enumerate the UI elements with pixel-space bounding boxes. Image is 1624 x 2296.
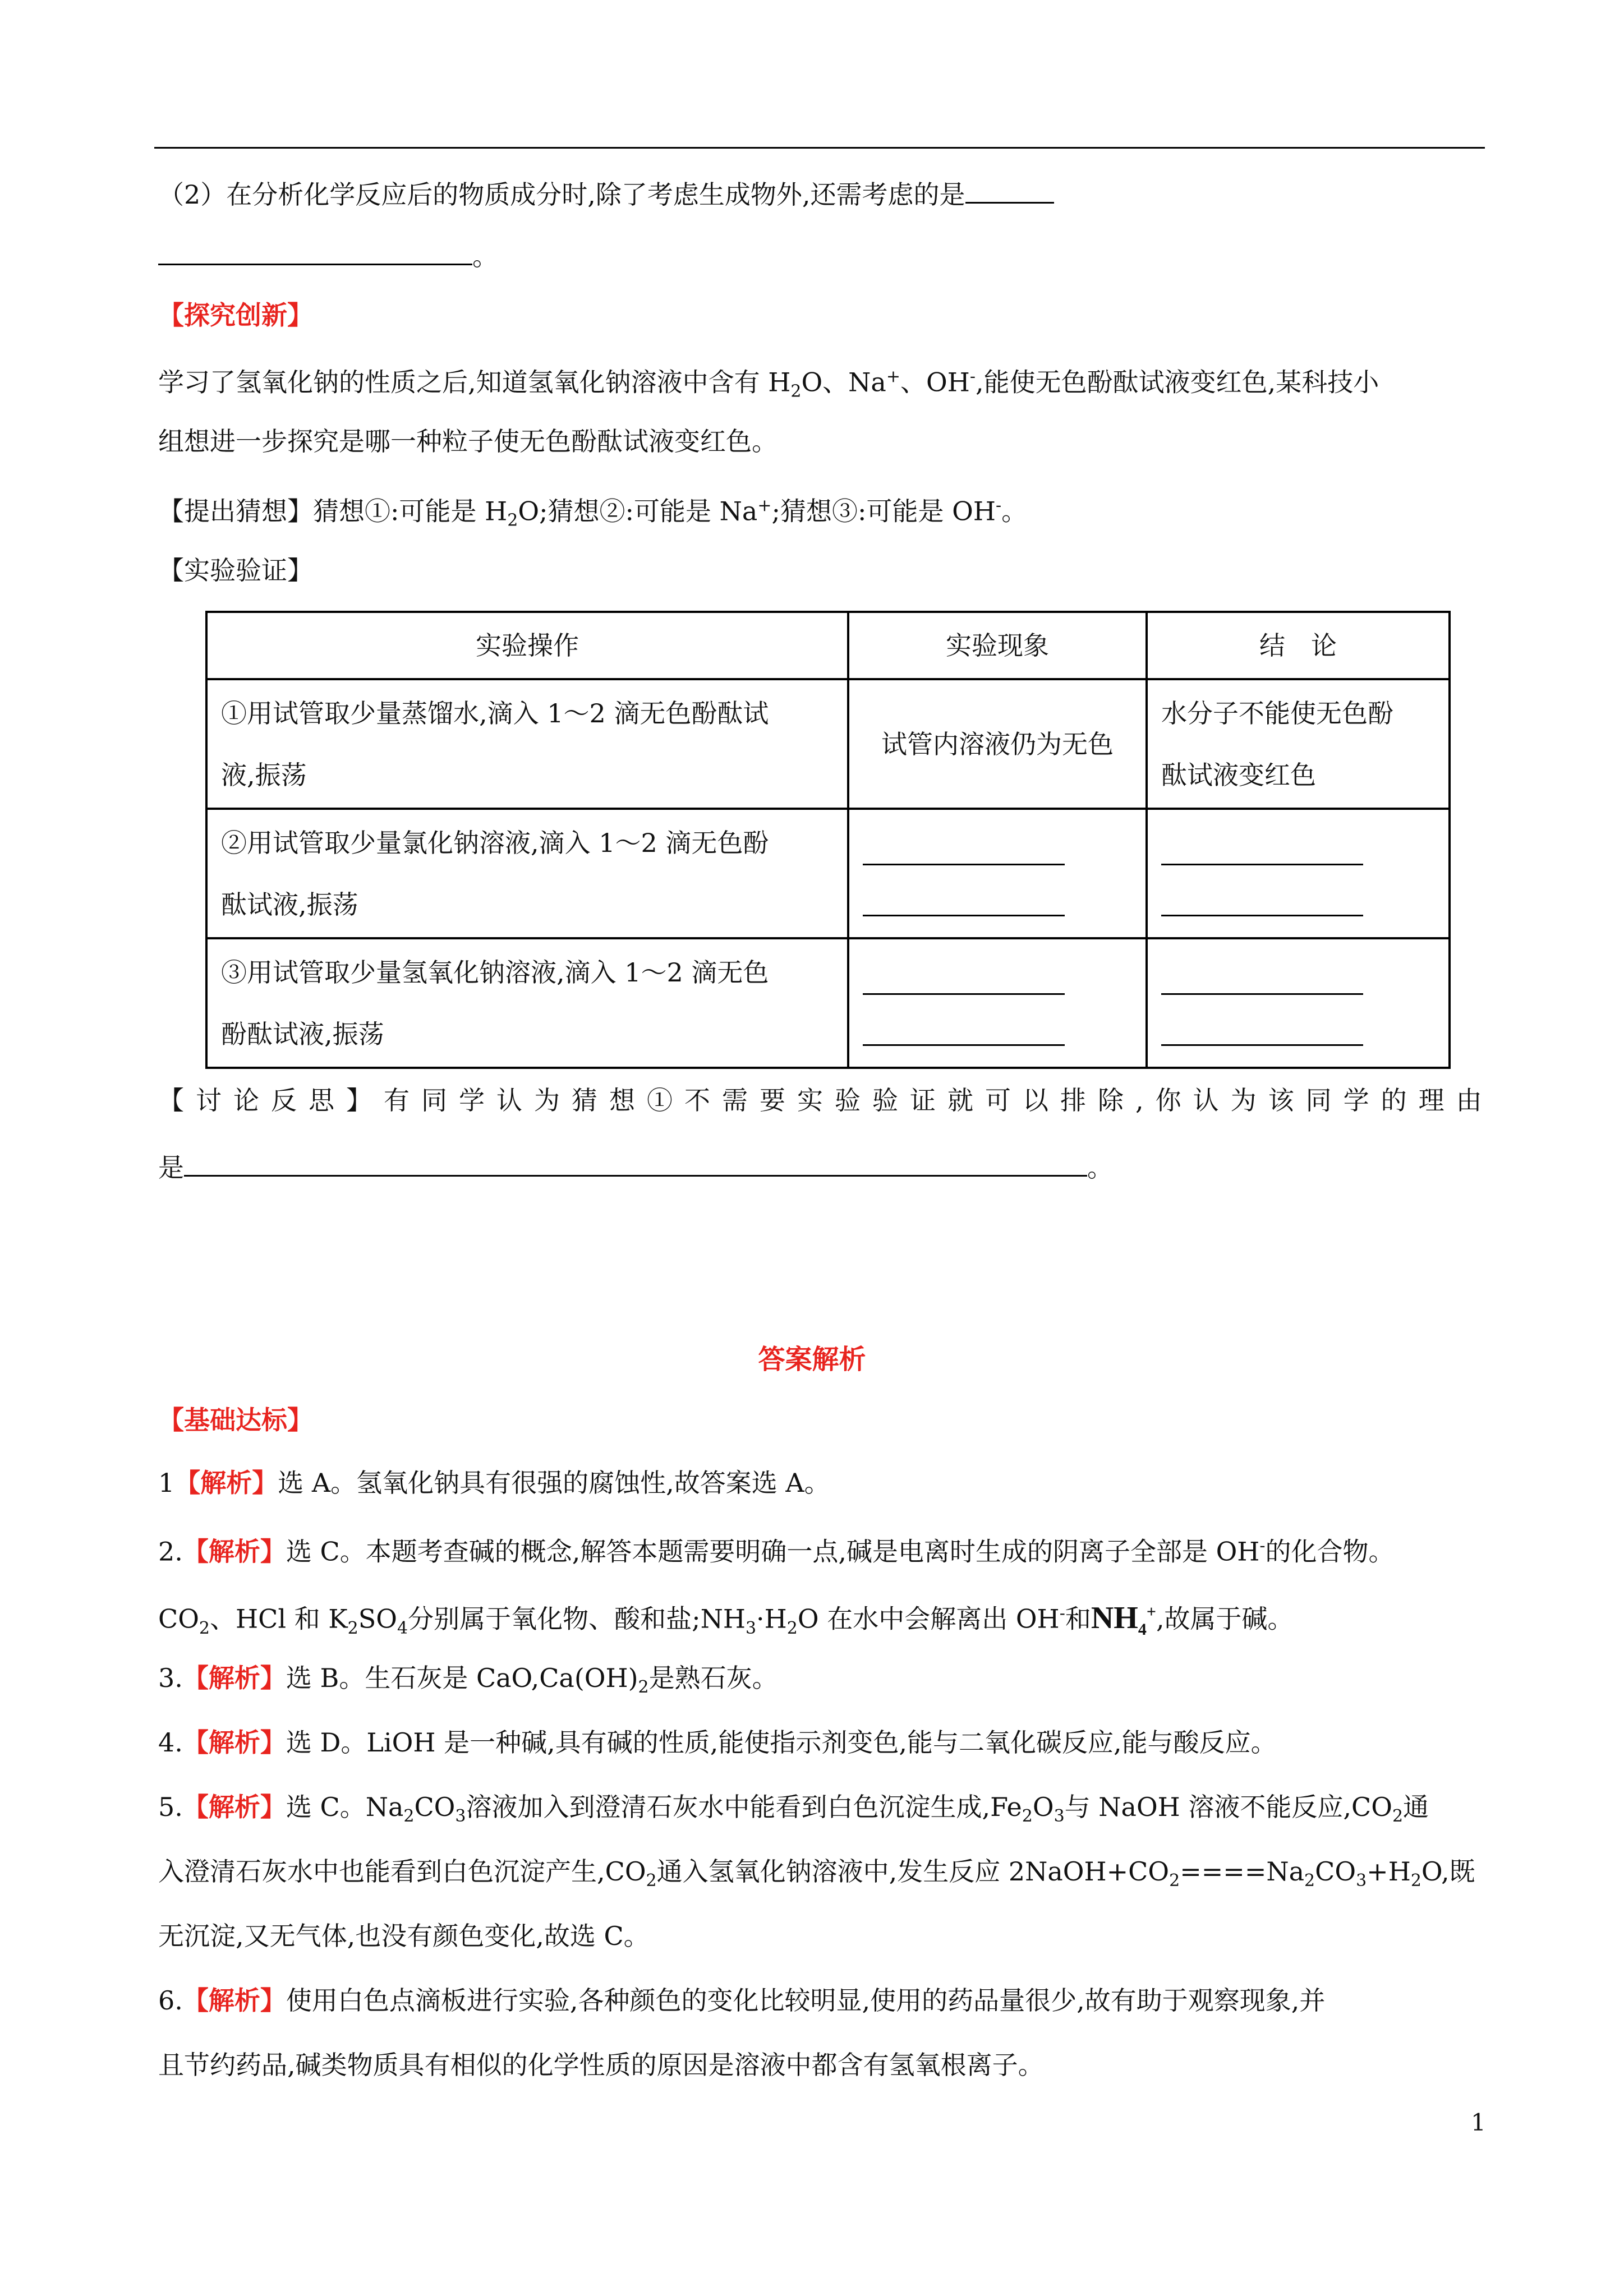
table-header-row	[206, 612, 1450, 679]
page-number: 1	[1471, 2109, 1486, 2136]
answer-blank[interactable]	[863, 1012, 1065, 1046]
answer-blank[interactable]	[863, 831, 1065, 865]
hypothesis: 【提出猜想】猜想①:可能是 $H_2O$;猜想②:可能是 Na+;猜想③:可能是 OH-。	[158, 496, 1028, 531]
answer-2-line-1: 2.【解析】选 C。本题考查碱的概念,解答本题需要明确一点,碱是电离时生成的阴离子全部是 OH-的化合物。	[158, 1536, 1395, 1567]
answer-blank[interactable]	[1161, 882, 1363, 916]
table-cell-phenomenon: 试管内溶液仍为无色	[848, 679, 1147, 809]
answer-section-title: 答案解析	[758, 1344, 866, 1375]
table-cell-phenomenon	[848, 809, 1147, 938]
answer-blank[interactable]	[158, 236, 472, 265]
table-header: 实验操作	[206, 612, 848, 679]
discussion-line-2: 是 。	[158, 1147, 1113, 1186]
answer-blank[interactable]	[184, 1147, 1087, 1177]
table-header: 实验现象	[848, 612, 1147, 679]
answer-6-line-1: 6.【解析】使用白色点滴板进行实验,各种颜色的变化比较明显,使用的药品量很少,故有助于观察现象,并	[158, 1985, 1326, 2016]
table-cell-phenomenon	[848, 938, 1147, 1068]
experiment-table	[205, 611, 1451, 1069]
table-cell-operation: ②用试管取少量氯化钠溶液,滴入 1～2 滴无色酚 酞试液,振荡	[206, 809, 848, 938]
answer-blank[interactable]	[863, 961, 1065, 995]
table-row	[206, 679, 1450, 809]
header-rule	[154, 147, 1485, 149]
answer-blank[interactable]	[1161, 1012, 1363, 1046]
table-cell-conclusion	[1147, 809, 1450, 938]
table-cell-operation: ①用试管取少量蒸馏水,滴入 1～2 滴无色酚酞试 液,振荡	[206, 679, 848, 809]
table-cell-conclusion	[1147, 938, 1450, 1068]
table-row	[206, 809, 1450, 938]
discussion-line-1: 【讨论反思】有同学认为猜想①不需要实验验证就可以排除,你认为该同学的理由	[158, 1085, 1494, 1115]
ammonium-formula: $NH_4^+$	[1091, 1600, 1156, 1639]
answer-2-line-2: $CO_2$、HCl 和 $K_2SO_4$分别属于氧化物、酸和盐$;NH_3\cdot H_2O$ 在水中会解离出 OH-和$NH_4^+$,故属于碱。	[158, 1600, 1294, 1639]
table-header: 结 论	[1147, 612, 1450, 679]
answer-blank[interactable]	[1161, 831, 1363, 865]
question-2: （2）在分析化学反应后的物质成分时,除了考虑生成物外,还需考虑的是	[158, 174, 1054, 213]
answer-5-line-1: 5.【解析】选 C。$Na_2CO_3$溶液加入到澄清石灰水中能看到白色沉淀生成$,Fe_2O_3$与 NaOH 溶液不能反应$,CO_2$通	[158, 1792, 1429, 1827]
answer-5-line-3: 无沉淀,又无气体,也没有颜色变化,故选 C。	[158, 1921, 650, 1951]
answer-6-line-2: 且节约药品,碱类物质具有相似的化学性质的原因是溶液中都含有氢氧根离子。	[158, 2050, 1044, 2080]
section-title-explore: 【探究创新】	[158, 300, 313, 330]
answer-blank[interactable]	[863, 882, 1065, 916]
answer-3: 3.【解析】选 B。生石灰是 $CaO,Ca(OH)_2$是熟石灰。	[158, 1663, 778, 1698]
table-cell-operation: ③用试管取少量氢氧化钠溶液,滴入 1～2 滴无色 酚酞试液,振荡	[206, 938, 848, 1068]
answer-blank[interactable]	[965, 174, 1054, 204]
verify-title: 【实验验证】	[158, 555, 313, 585]
answer-4: 4.【解析】选 D。LiOH 是一种碱,具有碱的性质,能使指示剂变色,能与二氧化碳反应,能与酸反应。	[158, 1727, 1277, 1758]
table-cell-conclusion: 水分子不能使无色酚 酞试液变红色	[1147, 679, 1450, 809]
intro-line-2: 组想进一步探究是哪一种粒子使无色酚酞试液变红色。	[158, 426, 778, 457]
intro-line-1: 学习了氢氧化钠的性质之后,知道氢氧化钠溶液中含有 $H_2O$、Na+、OH-,能使无色酚酞试液变红色,某科技小	[158, 367, 1379, 402]
question-2-cont: 。	[158, 236, 498, 274]
answer-5-line-2: 入澄清石灰水中也能看到白色沉淀产生$,CO_2$通入氢氧化钠溶液中,发生反应 $2NaOH+CO_2====Na_2CO_3+H_2O$,既	[158, 1856, 1475, 1891]
table-row	[206, 938, 1450, 1068]
basic-section-title: 【基础达标】	[158, 1405, 313, 1435]
answer-1: 1【解析】选 A。氢氧化钠具有很强的腐蚀性,故答案选 A。	[158, 1468, 830, 1498]
answer-blank[interactable]	[1161, 961, 1363, 995]
